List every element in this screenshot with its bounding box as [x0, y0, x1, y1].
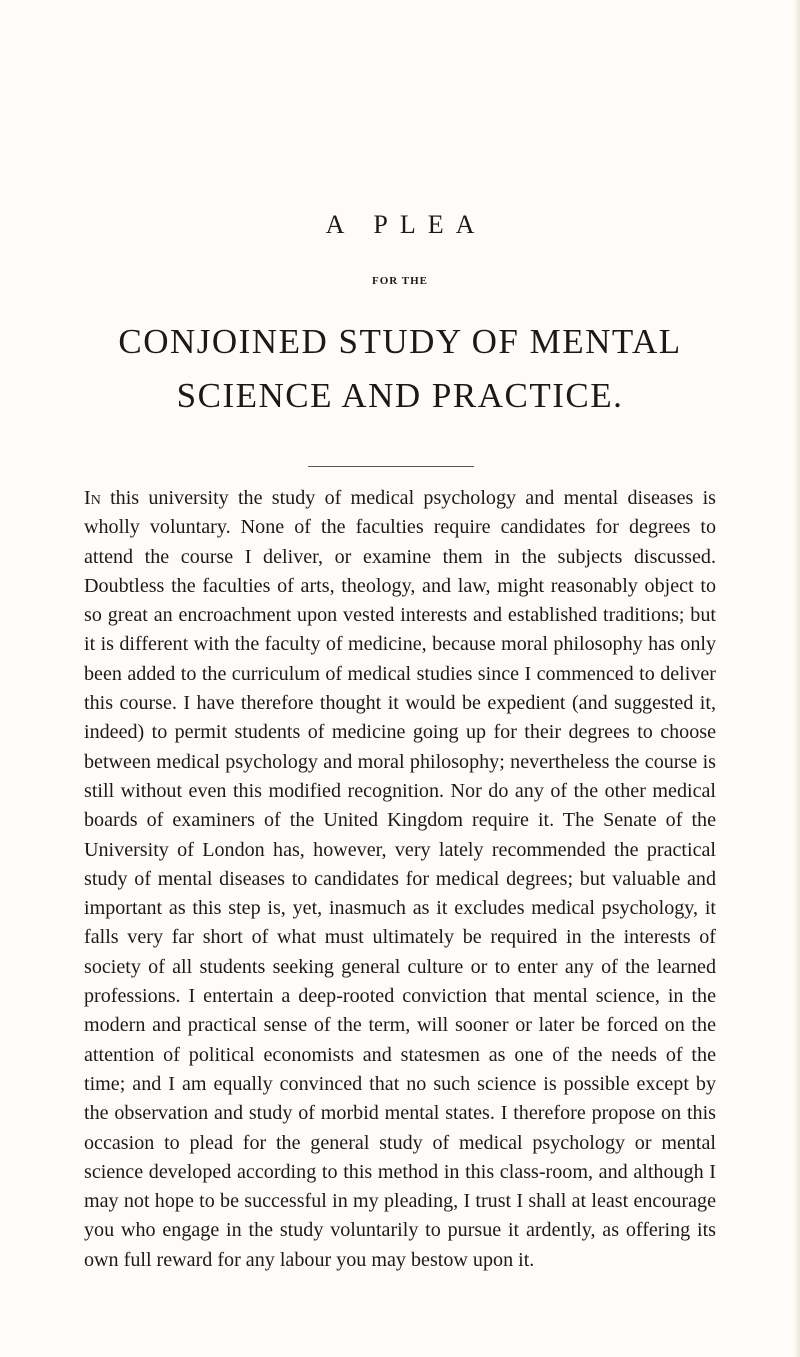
body-text: this university the study of medical psychology and mental diseases is wholly voluntary. None of the faculties require candidates for degrees to attend the course I deliver, or examine them in the subjects discussed. Doubtless the faculties of arts, theology, and law, might reasonably object to so great an encroachment upon vested interests and established traditions; but it is different with the faculty of medicine, because moral philosophy has only been added to the curriculum of medical studies since I commenced to deliver this course. I have therefore thought it would be expedient (and suggested it, indeed) to permit students of medicine going up for their degrees to choose between medical psychology and moral philosophy; nevertheless the course is still without even this modified recognition. Nor do any of the other medical boards of examiners of the United Kingdom require it. The Senate of the University of London has, however, very lately recommended the practical study of mental diseases to candidates for medical degrees; but valuable and important as this step is, yet, inasmuch as it excludes medical psychology, it falls very far short of what must ultimately be required in the interests of society of all students seeking general culture or to enter any of the learned professions. I entertain a deep-rooted conviction that mental science, in the modern and practical sense of the term, will sooner or later be forced on the attention of political economists and statesmen as one of the needs of the time; and I am equally convinced that no such science is possible except by the observation and study of morbid mental states. I therefore propose on this occasion to plead for the general study of medical psychology or mental science developed according to this method in this class-room, and although I may not hope to be successful in my pleading, I trust I shall at least encourage you who engage in the study voluntarily to pursue it ardently, as offering its own full reward for any labour you may bestow upon it.: [84, 487, 716, 1271]
title-heading-line-1: CONJOINED STUDY OF MENTAL: [118, 322, 682, 361]
body-paragraph: [84, 484, 716, 1275]
title-heading-line-2: SCIENCE AND PRACTICE.: [176, 376, 624, 415]
title-subheading: FOR THE: [371, 275, 428, 287]
title-divider: [308, 466, 474, 467]
page-edge-shadow: [794, 0, 800, 1357]
opening-word: In: [84, 487, 101, 509]
title-main: A PLEA: [325, 210, 487, 239]
